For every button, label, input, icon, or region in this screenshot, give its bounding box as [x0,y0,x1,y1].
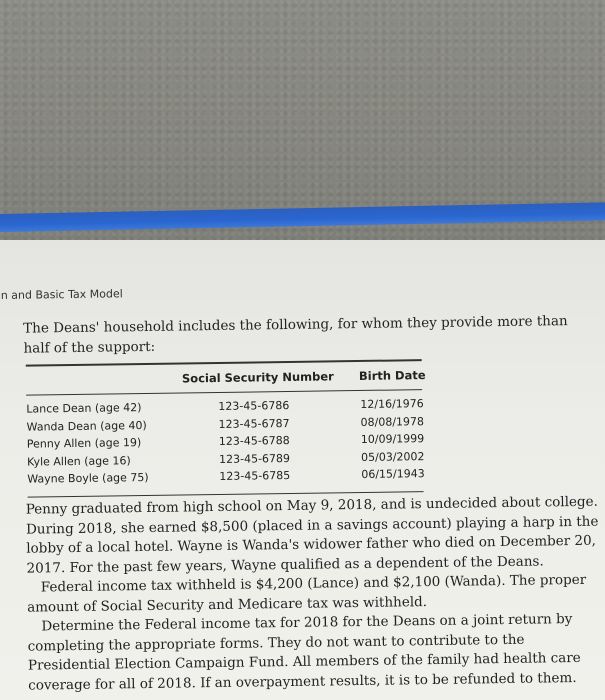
member-ssn: 123-45-6787 [218,416,290,431]
member-ssn: 123-45-6786 [218,398,290,413]
member-ssn: 123-45-6789 [218,451,291,466]
intro-line-1: The Deans' household includes the following, for whom they provide more than [23,313,568,337]
member-ssn: 123-45-6788 [218,433,290,448]
column-header-birth-date: Birth Date [358,368,426,384]
member-birth-date: 06/15/1943 [361,467,425,481]
paragraph: Federal income tax withheld is $4,200 (Lance) and $2,100 (Wanda). The proper amount of Social Security and Medicare tax was withheld. [27,571,587,616]
member-ssn: 123-45-6785 [219,468,291,483]
member-birth-date: 12/16/1976 [360,397,424,411]
running-header: n and Basic Tax Model [0,287,123,302]
member-name: Penny Allen (age 19) [26,436,142,451]
paragraph: Determine the Federal income tax for 2018 for the Deans on a joint return by completing the appropriate forms. They do not want to contribute to the Presidential Election Campaign Fund. All members of the family had health care coverage for all of 2018. If an overpayment results, it is to be refunded to them. [27,611,581,694]
paragraph: Penny graduated from high school on May 9, 2018, and is undecided about college. During 2018, she earned $8,500 (placed in a savings account) playing a harp in the lobby of a local hotel. Wayne is Wanda's widower father who died on December 20, 2017. For the past few years, Wayne qualified as a dependent of the Deans. [25,493,599,577]
member-name: Wanda Dean (age 40) [26,418,147,434]
intro-text [23,311,594,359]
intro-line-2: half of the support: [23,338,156,357]
member-name: Wayne Boyle (age 75) [27,470,149,486]
table-top-rule [26,359,422,367]
table-header-rule [26,389,422,396]
member-name: Lance Dean (age 42) [26,401,142,416]
member-birth-date: 10/09/1999 [360,432,425,446]
textbook-page [0,240,605,700]
household-table [26,397,427,490]
column-header-ssn: Social Security Number [181,369,334,386]
member-birth-date: 05/03/2002 [360,449,425,464]
problem-text [26,493,604,696]
member-birth-date: 08/08/1978 [360,414,425,429]
member-name: Kyle Allen (age 16) [27,453,131,469]
